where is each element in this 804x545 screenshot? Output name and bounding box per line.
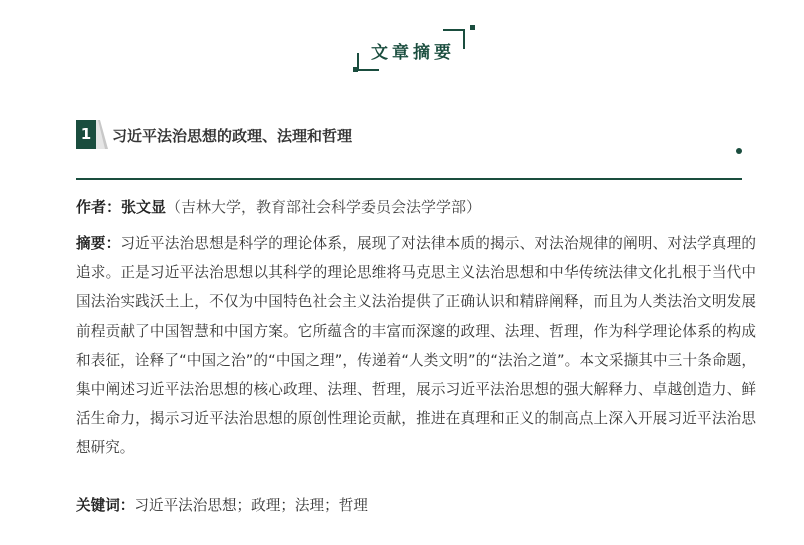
keywords-label: 关键词： — [76, 497, 135, 514]
frame-line-decoration — [463, 29, 465, 49]
frame-line-decoration — [357, 69, 379, 71]
author-label: 作者： — [76, 198, 122, 216]
section-header-frame — [353, 25, 475, 75]
author-affiliation: （吉林大学，教育部社会科学委员会法学学部） — [166, 198, 482, 216]
abstract-paragraph — [76, 229, 756, 463]
keywords-text: 习近平法治思想；政理；法理；哲理 — [134, 497, 368, 514]
author-line — [76, 196, 481, 217]
article-number-badge: 1 — [76, 120, 96, 149]
article-title: 习近平法治思想的政理、法理和哲理 — [112, 127, 353, 145]
dot-decoration — [736, 148, 742, 154]
frame-line-decoration — [443, 29, 465, 31]
page-title: 文章摘要 — [371, 43, 455, 63]
author-name: 张文显 — [121, 198, 167, 216]
abstract-text: 习近平法治思想是科学的理论体系，展现了对法律本质的揭示、对法治规律的阐明、对法学真理的追求。正是习近平法治思想以其科学的理论思维将马克思主义法治思想和中华传统法律文化扎根于当代中国法治实践沃土上，不仅为中国特色社会主义法治提供了正确认识和精辟阐释，而且为人类法治文明发展前程贡献了中国智慧和中国方案。它所蕴含的丰富而深邃的政理、法理、哲理，作为科学理论体系的构成和表征，诠释了“中国之治”的“中国之理”，传递着“人类文明”的“法治之道”。本文采撷其中三十条命题，集中阐述习近平法治思想的核心政理、法理、哲理，展示习近平法治思想的强大解释力、卓越创造力、鲜活生命力，揭示习近平法治思想的原创性理论贡献，推进在真理和正义的制高点上深入开展习近平法治思想研究。 — [76, 235, 756, 457]
divider — [76, 178, 742, 180]
corner-dot-decoration — [470, 25, 475, 30]
article-heading — [76, 120, 756, 150]
slant-decoration — [96, 120, 108, 149]
corner-dot-decoration — [353, 67, 358, 72]
keywords-line — [76, 494, 368, 515]
abstract-label: 摘要： — [76, 235, 121, 252]
